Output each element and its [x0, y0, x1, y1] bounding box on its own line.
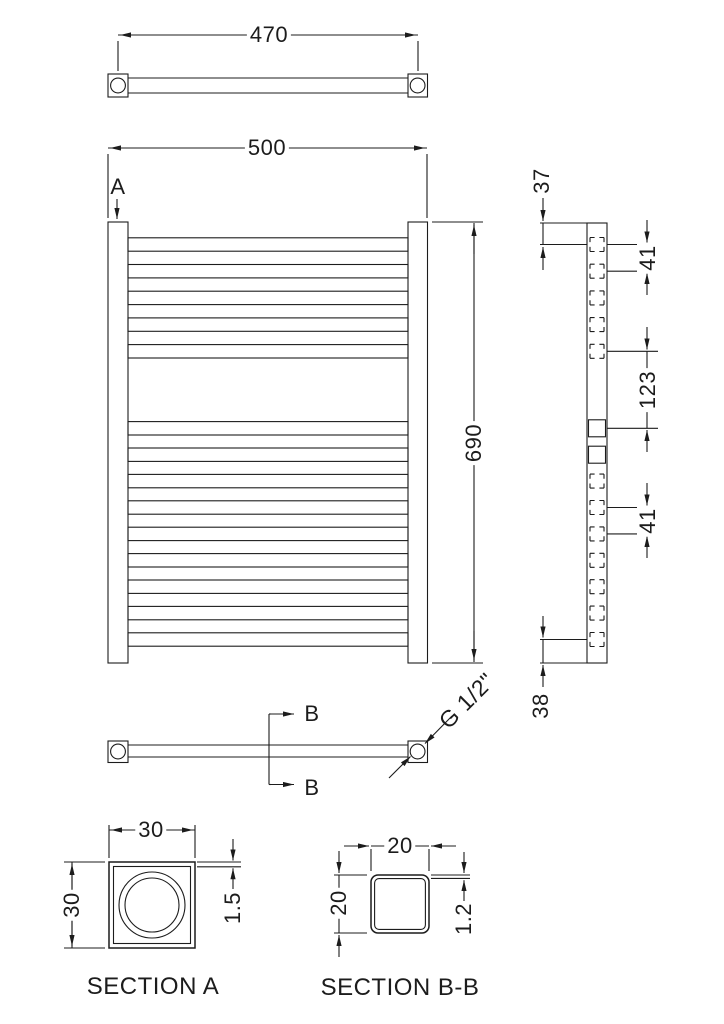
section-b-outer-square [371, 875, 429, 933]
dim-top-width-label: 470 [247, 24, 291, 46]
dim-front-height-label: 690 [463, 421, 485, 465]
dim-gap-label: 123 [637, 368, 659, 412]
bottom-view-left-port [111, 744, 126, 759]
bottom-view [108, 714, 452, 785]
section-b-marker-bottom-label: B [304, 775, 320, 800]
section-b-width-label: 20 [384, 835, 415, 857]
section-a-width-label: 30 [135, 819, 166, 841]
section-b-detail [334, 846, 470, 957]
section-b-height-label: 20 [328, 887, 350, 918]
section-b-inner-square [375, 879, 426, 930]
section-a-outer-square [109, 862, 195, 948]
section-a-marker-label: A [110, 174, 126, 199]
front-left-column [108, 222, 128, 663]
thread-size-label: G 1/2" [433, 667, 500, 734]
dim-bottom-offset-label: 38 [528, 693, 553, 719]
section-b-title: SECTION B-B [320, 974, 480, 1001]
section-b-marker-top-label: B [304, 701, 320, 726]
bottom-view-right-port [410, 744, 425, 759]
dim-top-offset-label: 37 [529, 168, 554, 194]
front-rungs [128, 238, 408, 646]
section-a-outer-circle [119, 872, 185, 938]
dim-pitch-upper-label: 41 [637, 242, 659, 273]
section-bb-cut-line [269, 714, 294, 785]
side-tube-sections [589, 238, 606, 647]
dim-front-width-label: 500 [245, 137, 289, 159]
section-a-inner-circle [125, 878, 179, 932]
side-column [587, 223, 607, 663]
front-view [108, 148, 483, 663]
section-a-wall-label: 1.5 [220, 891, 245, 925]
top-view-left-port [111, 78, 126, 93]
section-a-height-label: 30 [61, 889, 83, 920]
section-a-title: SECTION A [86, 973, 220, 1000]
dim-pitch-lower-label: 41 [637, 505, 659, 536]
thread-leader [389, 716, 452, 778]
front-right-column [408, 222, 428, 663]
top-view-right-port [410, 78, 425, 93]
section-b-wall-label: 1.2 [451, 902, 476, 936]
section-a-detail [64, 825, 241, 948]
